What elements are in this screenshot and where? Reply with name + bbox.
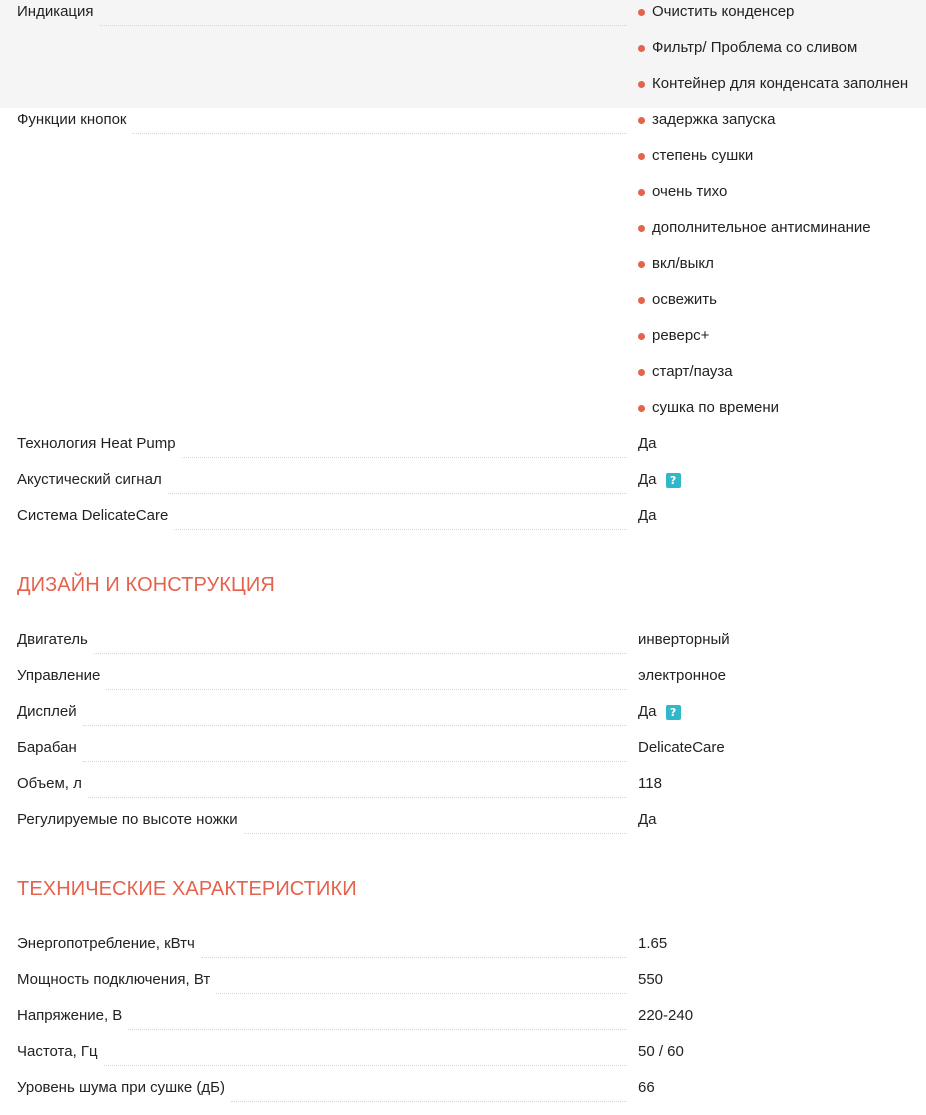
spec-value: DelicateCare: [638, 739, 725, 756]
spec-value: электронное: [638, 667, 726, 684]
list-item: дополнительное антисминание: [638, 216, 926, 252]
bullet-icon: [638, 81, 645, 88]
spec-value: 220-240: [638, 1007, 694, 1024]
bullet-icon: [638, 261, 645, 268]
spec-row: [0, 1040, 926, 1076]
spec-row-delicatecare: [0, 504, 926, 540]
spec-value: 1.65: [638, 935, 668, 952]
dotted-leader: [83, 725, 627, 726]
spec-label: Уровень шума при сушке (дБ): [17, 1079, 226, 1096]
list-item: очень тихо: [638, 180, 926, 216]
section-title: ТЕХНИЧЕСКИЕ ХАРАКТЕРИСТИКИ: [17, 878, 357, 900]
help-icon[interactable]: ?: [666, 705, 681, 720]
spec-row: [0, 736, 926, 772]
dotted-leader: [106, 689, 627, 690]
spec-label: Двигатель: [17, 631, 88, 648]
bullet-icon: [638, 333, 645, 340]
spec-row: [0, 808, 926, 844]
spec-label: Объем, л: [17, 775, 82, 792]
dotted-leader: [216, 993, 627, 994]
spec-row: [0, 932, 926, 968]
spec-value: 550: [638, 971, 664, 988]
spec-row-indication: [0, 0, 926, 108]
spec-row: [0, 1076, 926, 1112]
spec-value: инверторный: [638, 631, 730, 648]
spec-row: [0, 772, 926, 808]
spec-label: Дисплей: [17, 703, 77, 720]
spec-value: 50 / 60: [638, 1043, 684, 1060]
spec-value: 118: [638, 775, 662, 792]
spec-row: [0, 700, 926, 736]
spec-label: Функции кнопок: [17, 111, 127, 128]
bullet-icon: [638, 189, 645, 196]
spec-section-design: [0, 573, 926, 844]
dotted-leader: [128, 1029, 627, 1030]
list-item: степень сушки: [638, 144, 926, 180]
list-item: Фильтр/ Проблема со сливом: [638, 36, 926, 72]
spec-section-tech: [0, 877, 926, 1112]
spec-row: [0, 1004, 926, 1040]
spec-table-features: [0, 0, 926, 540]
spec-label: Технология Heat Pump: [17, 435, 176, 452]
dotted-leader: [182, 457, 627, 458]
dotted-leader: [168, 493, 627, 494]
list-item: вкл/выкл: [638, 252, 926, 288]
list-item: задержка запуска: [638, 108, 926, 144]
dotted-leader: [201, 957, 627, 958]
spec-label: Барабан: [17, 739, 77, 756]
spec-label: Энергопотребление, кВтч: [17, 935, 195, 952]
spec-value: Да: [638, 435, 657, 452]
list-item: реверс+: [638, 324, 926, 360]
dotted-leader: [231, 1101, 627, 1102]
dotted-leader: [174, 529, 627, 530]
spec-table-tech: [0, 932, 926, 1112]
spec-value: Да: [638, 811, 657, 828]
spec-value: Да: [638, 471, 657, 488]
spec-value: Да: [638, 507, 657, 524]
help-icon[interactable]: ?: [666, 473, 681, 488]
spec-label: Частота, Гц: [17, 1043, 98, 1060]
spec-table-design: [0, 628, 926, 844]
spec-label: Мощность подключения, Вт: [17, 971, 211, 988]
spec-label: Индикация: [17, 3, 94, 20]
bullet-icon: [638, 297, 645, 304]
bullet-icon: [638, 225, 645, 232]
spec-label: Регулируемые по высоте ножки: [17, 811, 238, 828]
list-item: освежить: [638, 288, 926, 324]
bullet-icon: [638, 9, 645, 16]
spec-label: Система DelicateCare: [17, 507, 169, 524]
spec-label: Управление: [17, 667, 101, 684]
spec-row-beeper: [0, 468, 926, 504]
bullet-icon: [638, 405, 645, 412]
spec-value: Да: [638, 703, 657, 720]
spec-label: Акустический сигнал: [17, 471, 162, 488]
dotted-leader: [94, 653, 627, 654]
list-item: сушка по времени: [638, 396, 926, 432]
spec-label: Напряжение, В: [17, 1007, 123, 1024]
spec-row-button-functions: [0, 108, 926, 432]
list-item: старт/пауза: [638, 360, 926, 396]
bullet-icon: [638, 369, 645, 376]
spec-row: [0, 628, 926, 664]
spec-value: 66: [638, 1079, 655, 1096]
spec-row: [0, 664, 926, 700]
dotted-leader: [100, 25, 627, 26]
dotted-leader: [244, 833, 627, 834]
dotted-leader: [132, 133, 627, 134]
spec-row: [0, 968, 926, 1004]
list-item: Контейнер для конденсата заполнен: [638, 72, 926, 108]
dotted-leader: [104, 1065, 627, 1066]
bullet-icon: [638, 117, 645, 124]
dotted-leader: [88, 797, 627, 798]
list-item: Очистить конденсер: [638, 0, 926, 36]
spec-row-heat-pump: [0, 432, 926, 468]
bullet-icon: [638, 45, 645, 52]
dotted-leader: [83, 761, 627, 762]
bullet-icon: [638, 153, 645, 160]
section-title: ДИЗАЙН И КОНСТРУКЦИЯ: [17, 574, 275, 596]
